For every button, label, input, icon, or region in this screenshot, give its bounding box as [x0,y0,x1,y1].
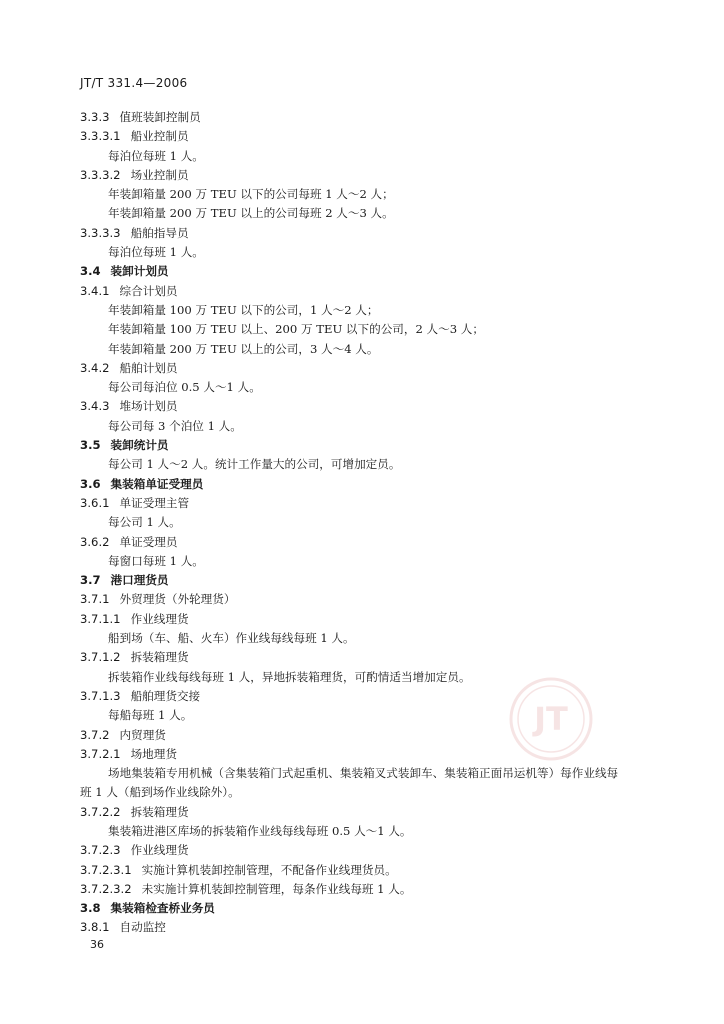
body-text: 每公司每泊位 0.5 人～1 人。 [108,380,261,395]
section-title: 作业线理货 [130,843,189,858]
body-text: 每泊位每班 1 人。 [108,148,204,163]
section-title: 装卸计划员 [110,264,169,279]
body-text: 每窗口每班 1 人。 [108,553,204,568]
body-line [80,340,660,359]
body-text: 班 1 人（船到场作业线除外）。 [80,785,240,800]
body-text: 每船每班 1 人。 [108,708,193,723]
section-title: 场业控制员 [130,167,189,182]
section-heading [80,533,660,552]
section-title: 作业线理货 [130,611,189,626]
section-title: 船舶理货交接 [130,688,201,703]
section-heading [80,880,660,899]
body-text: 拆装箱作业线每线每班 1 人，异地拆装箱理货，可酌情适当增加定员。 [108,669,471,684]
section-heading [80,803,660,822]
section-number: 3.5 [80,438,101,453]
section-title: 未实施计算机装卸控制管理，每条作业线每班 1 人。 [141,881,412,896]
body-line [80,629,660,648]
section-number: 3.7.1.2 [80,650,121,665]
section-heading [80,745,660,764]
body-text: 每公司 1 人～2 人。统计工作量大的公司，可增加定员。 [108,457,401,472]
body-line [80,822,660,841]
body-text: 场地集装箱专用机械（含集装箱门式起重机、集装箱叉式装卸车、集装箱正面吊运机等）每作业线每 [108,766,619,781]
section-heading [80,494,660,513]
section-title: 堆场计划员 [119,399,178,414]
section-heading [80,590,660,609]
section-number: 3.7.2.1 [80,746,121,761]
section-heading [80,861,660,880]
body-line [80,320,660,339]
section-heading [80,571,660,590]
section-number: 3.6.2 [80,534,110,549]
section-heading [80,648,660,667]
section-heading [80,918,660,937]
body-text: 船到场（车、船、火车）作业线每线每班 1 人。 [108,631,355,646]
section-heading [80,687,660,706]
section-heading [80,262,660,281]
section-heading [80,108,660,127]
document-body [80,108,660,938]
body-text: 每泊位每班 1 人。 [108,245,204,260]
section-title: 值班装卸控制员 [119,110,201,124]
body-line [80,455,660,474]
section-title: 自动监控 [119,920,166,935]
section-heading [80,359,660,378]
section-number: 3.7.2.3.2 [80,881,132,896]
body-text: 每公司每 3 个泊位 1 人。 [108,418,242,433]
body-line [80,706,660,725]
body-line [80,417,660,436]
section-title: 单证受理员 [119,534,178,549]
section-number: 3.7.1.3 [80,688,121,703]
body-line [80,668,660,687]
document-code-header: JT/T 331.4—2006 [80,76,188,90]
section-number: 3.3.3 [80,110,110,124]
section-heading [80,436,660,455]
section-title: 单证受理主管 [119,495,190,510]
section-heading [80,397,660,416]
section-heading [80,475,660,494]
body-line [80,783,660,802]
body-text: 年装卸箱量 200 万 TEU 以上的公司每班 2 人～3 人。 [108,206,394,221]
section-heading [80,726,660,745]
section-heading [80,282,660,301]
body-text: 集装箱进港区库场的拆装箱作业线每线每班 0.5 人～1 人。 [108,823,412,838]
body-text: 年装卸箱量 200 万 TEU 以下的公司每班 1 人～2 人； [108,187,394,202]
page-number: 36 [90,938,104,951]
section-heading [80,224,660,243]
section-heading [80,610,660,629]
section-title: 装卸统计员 [110,438,169,453]
section-number: 3.7.2 [80,727,110,742]
section-title: 船业控制员 [130,129,189,144]
body-text: 每公司 1 人。 [108,515,181,530]
watermark-text: JT [534,700,568,738]
section-number: 3.3.3.3 [80,225,121,240]
section-number: 3.4 [80,264,101,279]
body-line [80,185,660,204]
section-heading [80,127,660,146]
section-title: 场地理货 [130,746,177,761]
section-number: 3.7.1.1 [80,611,121,626]
body-line [80,378,660,397]
section-title: 拆装箱理货 [130,804,189,819]
section-heading [80,841,660,860]
section-number: 3.4.3 [80,399,110,414]
section-title: 集装箱单证受理员 [110,476,204,491]
body-text: 年装卸箱量 200 万 TEU 以上的公司，3 人～4 人。 [108,341,379,356]
body-text: 年装卸箱量 100 万 TEU 以上、200 万 TEU 以下的公司，2 人～3 人； [108,322,484,337]
section-number: 3.7.2.2 [80,804,121,819]
section-heading [80,899,660,918]
section-heading [80,166,660,185]
body-line [80,552,660,571]
section-number: 3.4.2 [80,360,110,375]
section-title: 集装箱检查桥业务员 [110,901,215,916]
section-title: 外贸理货（外轮理货） [119,592,236,607]
body-line [80,243,660,262]
body-line [80,764,660,783]
section-number: 3.8 [80,901,101,916]
section-title: 拆装箱理货 [130,650,189,665]
section-number: 3.6.1 [80,495,110,510]
section-number: 3.8.1 [80,920,110,935]
body-line [80,204,660,223]
section-number: 3.7.2.3 [80,843,121,858]
body-line [80,513,660,532]
section-number: 3.3.3.1 [80,129,121,144]
section-number: 3.7.1 [80,592,110,607]
section-title: 船舶指导员 [130,225,189,240]
section-title: 港口理货员 [110,573,169,588]
section-number: 3.3.3.2 [80,167,121,182]
body-line [80,147,660,166]
body-text: 年装卸箱量 100 万 TEU 以下的公司，1 人～2 人； [108,302,379,317]
section-title: 综合计划员 [119,283,178,298]
section-title: 实施计算机装卸控制管理，不配备作业线理货员。 [141,862,397,877]
section-number: 3.6 [80,476,101,491]
section-number: 3.7.2.3.1 [80,862,132,877]
section-title: 内贸理货 [119,727,166,742]
section-number: 3.7 [80,573,101,588]
section-number: 3.4.1 [80,283,110,298]
body-line [80,301,660,320]
section-title: 船舶计划员 [119,360,178,375]
